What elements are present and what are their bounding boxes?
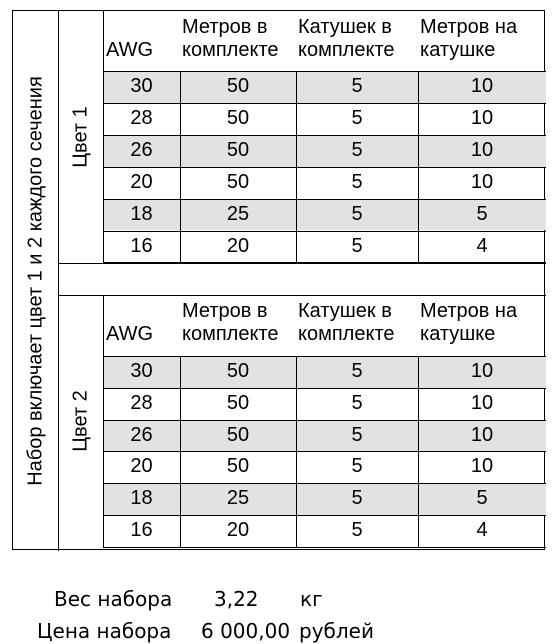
cell-awg: 26 [130,138,153,161]
header-line-1: Метров в [182,300,268,322]
header-line-1: Катушек в [298,16,392,38]
cell-spools: 5 [351,202,363,225]
cell-meters-kit: 25 [226,202,250,225]
cell-awg: 18 [130,202,153,225]
cell-meters-kit: 20 [226,519,250,541]
cell-spools: 5 [351,455,363,478]
col-divider [58,11,59,551]
cell-awg: 20 [130,455,153,478]
gap-bottom-border [58,295,546,296]
cell-spools: 5 [351,138,363,161]
cell-spools: 5 [351,391,363,414]
cell-meters-kit: 50 [226,391,250,414]
header-awg: AWG [106,39,154,61]
header-line-1: Катушек в [298,300,392,322]
header-line-1: Метров в [182,16,268,38]
cell-meters-kit: 20 [226,234,250,257]
cell-spools: 5 [351,75,363,97]
cell-meters-spool: 10 [470,138,494,161]
row-divider [103,262,546,263]
cell-awg: 28 [130,106,153,129]
cell-awg: 16 [130,234,153,257]
header-line-2: комплекте [298,39,395,61]
side-label: Набор включает цвет 1 и 2 каждого сечения [24,76,46,486]
weight-value: 3,22 [214,587,259,611]
cell-meters-spool: 10 [470,391,494,414]
price-label: Цена набора [37,619,172,643]
cell-awg: 18 [130,487,153,510]
cell-awg: 28 [130,391,153,414]
cell-meters-spool: 10 [470,170,494,193]
cell-meters-kit: 50 [226,138,250,161]
cell-awg: 20 [130,170,153,193]
cell-awg: 30 [130,75,153,97]
group-label: Цвет 1 [69,105,91,168]
header-line-2: катушке [420,323,496,345]
cell-meters-spool: 5 [476,487,488,510]
cell-meters-spool: 4 [476,234,488,257]
cell-spools: 5 [351,519,363,541]
cell-meters-kit: 50 [226,423,250,446]
cell-spools: 5 [351,170,363,193]
price-value: 6 000,00 [201,619,291,643]
cell-spools: 5 [351,106,363,129]
cell-awg: 26 [130,423,153,446]
cell-meters-spool: 10 [470,106,494,129]
cell-meters-spool: 5 [476,202,488,225]
cell-awg: 16 [130,519,153,541]
cell-spools: 5 [351,234,363,257]
weight-label: Вес набора [54,587,173,611]
cell-spools: 5 [351,487,363,510]
cell-awg: 30 [130,360,153,382]
header-line-1: Метров на [420,300,518,322]
cell-spools: 5 [351,360,363,382]
cell-meters-spool: 10 [470,455,494,478]
row-divider [103,547,546,548]
cell-meters-kit: 50 [226,170,250,193]
header-line-2: комплекте [182,323,279,345]
weight-unit: кг [300,587,323,611]
price-unit: рублей [299,619,374,643]
spec-table [12,10,545,550]
cell-meters-kit: 50 [226,455,250,478]
header-line-2: катушке [420,39,496,61]
cell-meters-kit: 50 [226,360,250,382]
cell-spools: 5 [351,423,363,446]
cell-meters-kit: 50 [226,75,250,97]
cell-meters-spool: 4 [476,519,488,541]
cell-meters-kit: 25 [226,487,250,510]
cell-meters-spool: 10 [470,423,494,446]
header-line-2: комплекте [298,323,395,345]
cell-meters-spool: 10 [470,360,494,382]
cell-meters-kit: 50 [226,106,250,129]
cell-meters-spool: 10 [470,75,494,97]
group-label: Цвет 2 [69,390,91,452]
header-line-1: Метров на [420,16,518,38]
header-line-2: комплекте [182,39,279,61]
header-awg: AWG [106,323,154,345]
